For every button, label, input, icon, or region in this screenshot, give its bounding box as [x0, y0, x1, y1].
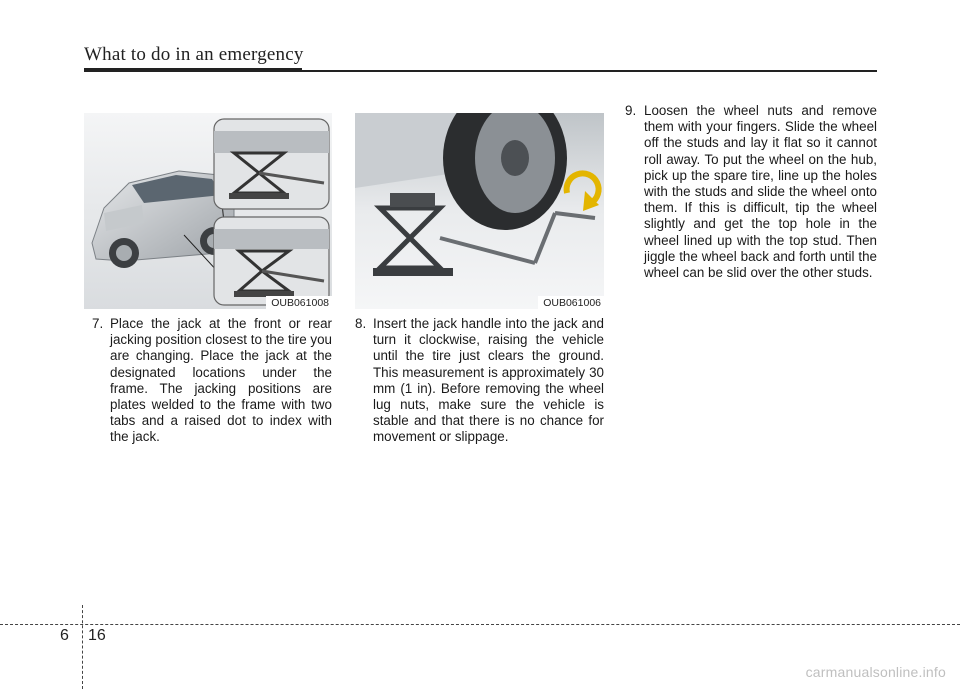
car-jack-illustration	[84, 113, 332, 309]
watermark: carmanualsonline.info	[805, 664, 946, 680]
footer-vertical-divider	[82, 605, 83, 689]
header-rule-thick	[84, 68, 302, 72]
step-8	[355, 316, 604, 446]
figure-code: OUB061006	[538, 296, 604, 309]
section-title: What to do in an emergency	[84, 44, 304, 65]
step-7	[92, 316, 332, 446]
step-9	[625, 103, 877, 281]
footer-divider	[0, 624, 960, 625]
figure-jacking-positions	[84, 113, 332, 309]
step-text: Place the jack at the front or rear jacking position closest to the tire you are changing. Place the jack at the designated locations under the frame. The jacking positions are plates welded to the frame with two tabs and a raised dot to index with the jack.	[110, 316, 332, 445]
figure-code: OUB061008	[266, 296, 332, 309]
figure-jack-handle	[355, 113, 604, 309]
step-number: 7.	[92, 316, 104, 331]
header-rule-thin	[302, 70, 877, 72]
step-text: Insert the jack handle into the jack and turn it clockwise, raising the vehicle until the tire just clears the ground. This measurement is approximately 30 mm (1 in). Before removing the wheel lug nuts, make sure the vehicle is stable and that there is no chance for movement or slippage.	[373, 316, 604, 445]
step-number: 8.	[355, 316, 367, 331]
step-text: Loosen the wheel nuts and remove them with your fingers. Slide the wheel off the studs and lay it flat so it cannot roll away. To put the wheel on the hub, pick up the spare tire, line up the holes with the studs and slide the wheel onto them. If this is difficult, tip the wheel slightly and get the top hole in the wheel lined up with the top stud. Then jiggle the wheel back and forth until the wheel can be slid over the other studs.	[644, 103, 877, 281]
chapter-number: 6	[60, 627, 69, 644]
page-number: 16	[88, 627, 106, 644]
step-number: 9.	[625, 103, 637, 118]
jack-handle-illustration	[355, 113, 604, 309]
